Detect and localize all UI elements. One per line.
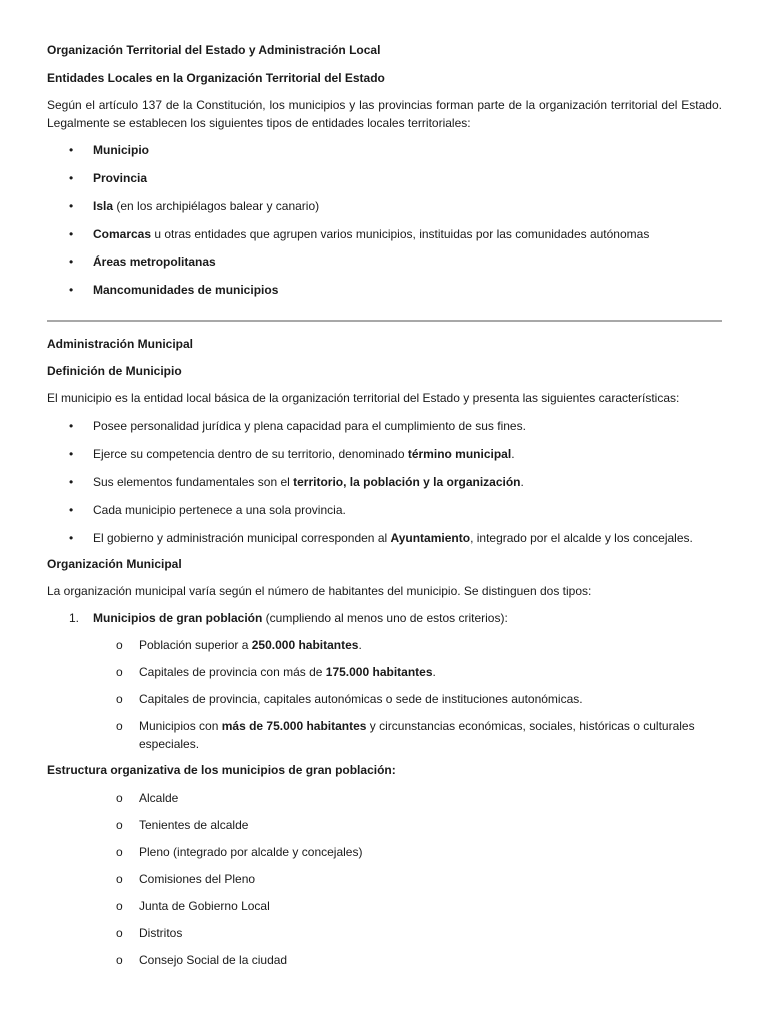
entidades-list (47, 141, 722, 299)
bullet-icon: • (69, 283, 74, 297)
bullet-icon: • (69, 171, 74, 185)
list-item: • Isla (en los archipiélagos balear y canario) (69, 199, 320, 213)
criterios-list (47, 636, 722, 753)
entidades-intro: Según el artículo 137 de la Constitución, los municipios y las provincias forman parte de la organización territorial del Estado. Legalmente se establecen los siguientes tipos de entidades locales territoriales: (47, 98, 722, 130)
list-item: • Provincia (69, 171, 148, 185)
subheading-estructura: Estructura organizativa de los municipios de gran población: (47, 763, 396, 777)
bullet-icon: • (69, 255, 74, 269)
subheading-definicion: Definición de Municipio (47, 364, 182, 378)
list-item: o Municipios con más de 75.000 habitantes y circunstancias económicas, sociales, históricas o culturales especiales. (116, 719, 695, 751)
list-item: o Consejo Social de la ciudad (116, 953, 288, 967)
circle-bullet-icon: o (116, 899, 123, 913)
section-heading-entidades: Entidades Locales en la Organización Territorial del Estado (47, 71, 385, 85)
document-page (47, 40, 722, 969)
list-item: • Municipio (69, 143, 149, 157)
estructura-list (47, 789, 722, 969)
list-item: • Comarcas u otras entidades que agrupen varios municipios, instituidas por las comunidades autónomas (69, 227, 650, 241)
bullet-icon: • (69, 143, 74, 157)
subheading-organizacion: Organización Municipal (47, 557, 182, 571)
list-item: • Sus elementos fundamentales son el territorio, la población y la organización. (69, 475, 524, 489)
list-item: • Posee personalidad jurídica y plena capacidad para el cumplimiento de sus fines. (69, 419, 526, 433)
circle-bullet-icon: o (116, 872, 123, 886)
list-item: • Áreas metropolitanas (69, 255, 216, 269)
circle-bullet-icon: o (116, 665, 123, 679)
list-item: • Ejerce su competencia dentro de su territorio, denominado término municipal. (69, 447, 515, 461)
circle-bullet-icon: o (116, 791, 123, 805)
list-item: • Cada municipio pertenece a una sola provincia. (69, 503, 346, 517)
circle-bullet-icon: o (116, 818, 123, 832)
list-item: o Distritos (116, 926, 183, 940)
circle-bullet-icon: o (116, 692, 123, 706)
horizontal-divider (47, 320, 722, 322)
section-heading-administracion: Administración Municipal (47, 337, 194, 351)
circle-bullet-icon: o (116, 845, 123, 859)
list-item: • Mancomunidades de municipios (69, 283, 279, 297)
list-item: o Tenientes de alcalde (116, 818, 249, 832)
bullet-icon: • (69, 199, 74, 213)
bullet-icon: • (69, 531, 74, 545)
definicion-intro: El municipio es la entidad local básica de la organización territorial del Estado y presenta las siguientes características: (47, 391, 680, 405)
bullet-icon: • (69, 227, 74, 241)
list-item: o Población superior a 250.000 habitantes. (116, 638, 362, 652)
circle-bullet-icon: o (116, 719, 123, 733)
item-number: 1. (69, 611, 80, 625)
list-item: o Alcalde (116, 791, 179, 805)
list-item: o Comisiones del Pleno (116, 872, 256, 886)
list-item: o Pleno (integrado por alcalde y concejales) (116, 845, 363, 859)
list-item: o Junta de Gobierno Local (116, 899, 270, 913)
circle-bullet-icon: o (116, 638, 123, 652)
numbered-item: 1. Municipios de gran población (cumpliendo al menos uno de estos criterios): (69, 611, 508, 625)
circle-bullet-icon: o (116, 953, 123, 967)
list-item: o Capitales de provincia con más de 175.000 habitantes. (116, 665, 436, 679)
bullet-icon: • (69, 419, 74, 433)
bullet-icon: • (69, 503, 74, 517)
list-item: • El gobierno y administración municipal corresponden al Ayuntamiento, integrado por el alcalde y los concejales. (69, 531, 693, 545)
circle-bullet-icon: o (116, 926, 123, 940)
document-title: Organización Territorial del Estado y Administración Local (47, 43, 381, 57)
bullet-icon: • (69, 475, 74, 489)
bullet-icon: • (69, 447, 74, 461)
list-item: o Capitales de provincia, capitales autonómicas o sede de instituciones autonómicas. (116, 692, 583, 706)
caracteristicas-list (47, 417, 722, 547)
organizacion-intro: La organización municipal varía según el número de habitantes del municipio. Se distinguen dos tipos: (47, 584, 592, 598)
